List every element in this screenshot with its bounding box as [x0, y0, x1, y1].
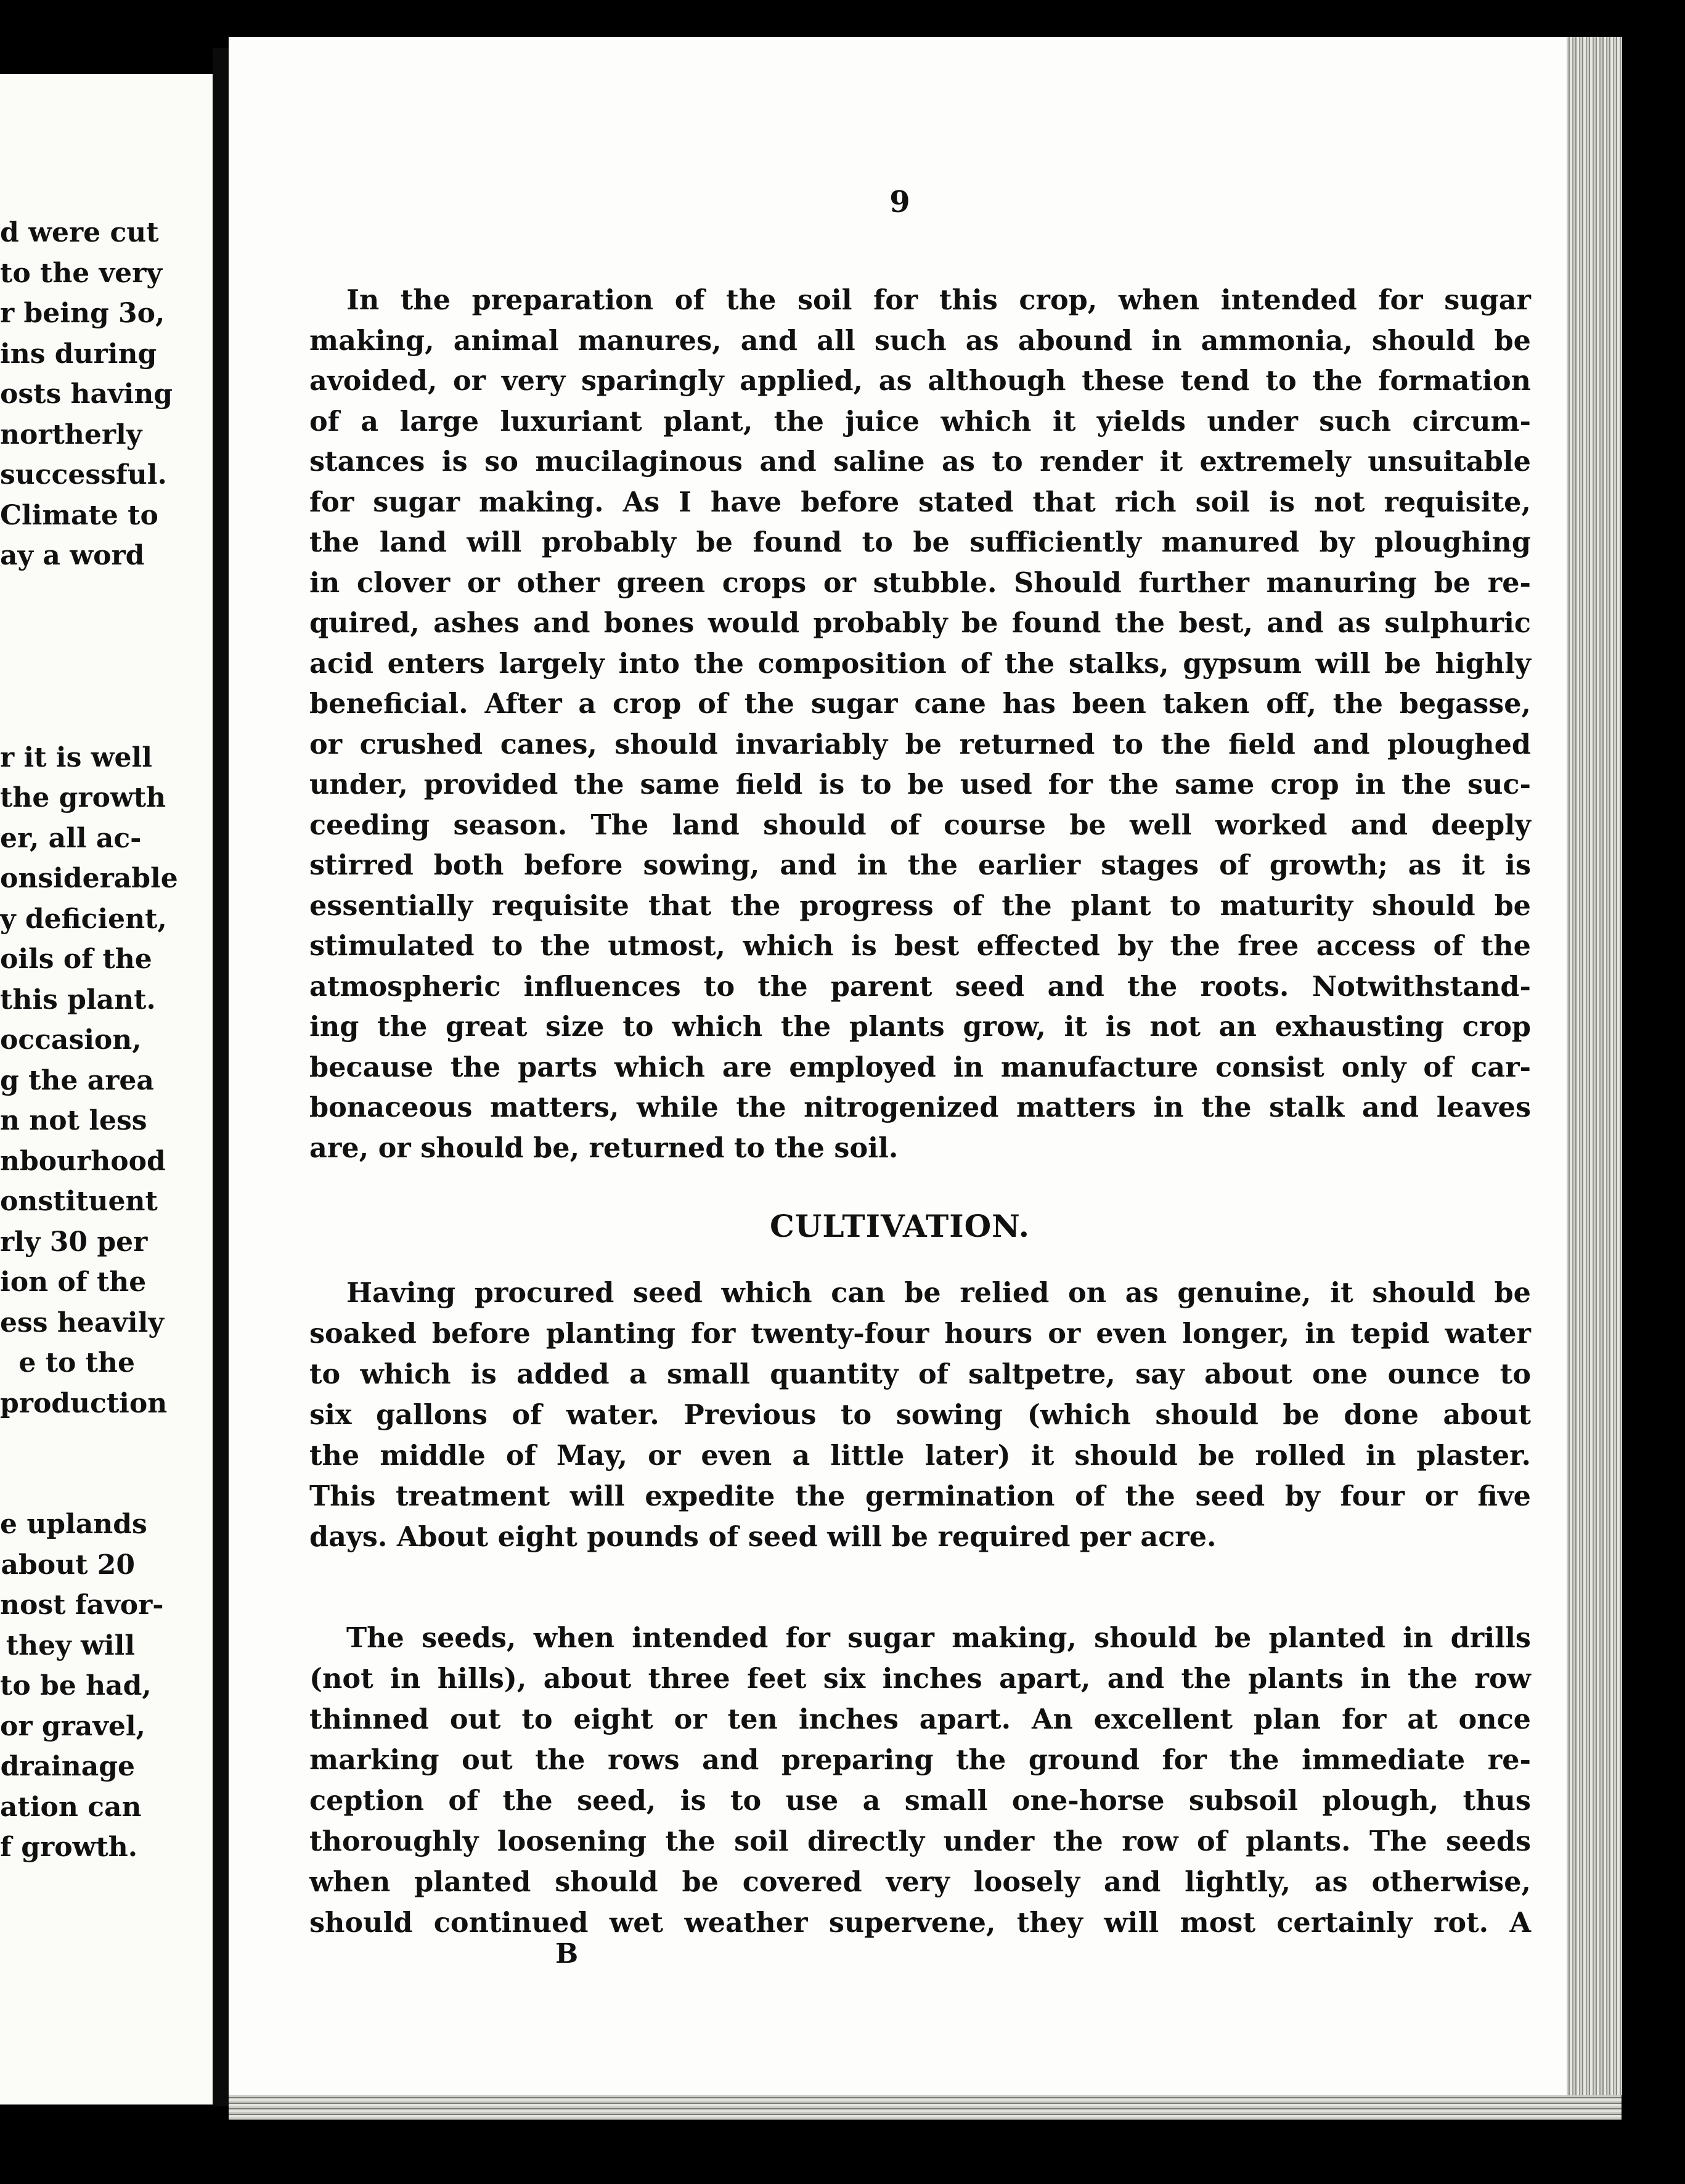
text-line: e uplands	[0, 1509, 147, 1540]
text-line	[0, 657, 213, 698]
text-line: to which is added a small quantity of saltpetre, say about one ounce to	[309, 1358, 1531, 1390]
text-line: ation can	[0, 1791, 142, 1823]
text-line: successful.	[0, 459, 167, 491]
text-line: this plant.	[0, 984, 156, 1016]
text-line: should continued wet weather supervene, they will most certainly rot. A	[309, 1907, 1531, 1939]
text-line: In the preparation of the soil for this crop, when intended for sugar	[346, 284, 1531, 316]
text-line: thinned out to eight or ten inches apart. An excellent plan for at once	[309, 1703, 1531, 1735]
scan-border-top	[0, 0, 1685, 38]
text-line: onsiderable	[0, 863, 178, 894]
text-line: acid enters largely into the composition of the stalks, gypsum will be highly	[309, 647, 1531, 680]
text-line	[0, 1464, 213, 1505]
text-line: stances is so mucilaginous and saline as to render it extremely unsuitable	[309, 446, 1531, 478]
text-line: drainage	[0, 1751, 135, 1782]
text-line: ception of the seed, is to use a small one-horse subsoil plough, thus	[309, 1785, 1531, 1817]
text-line: because the parts which are employed in manufacture consist only of car-	[309, 1051, 1531, 1083]
text-line: to the very	[0, 257, 162, 289]
left-page-text	[0, 213, 213, 1868]
page-edges-bottom	[229, 2095, 1622, 2120]
signature-mark: B	[555, 1938, 579, 1970]
text-line: ion of the	[0, 1266, 147, 1298]
text-line: ess heavily	[0, 1306, 164, 1339]
paragraph-seed-preparation	[309, 1273, 1531, 1557]
text-line: or crushed canes, should invariably be returned to the field and ploughed	[309, 728, 1531, 760]
text-line: in clover or other green crops or stubble. Should further manuring be re-	[309, 566, 1531, 599]
text-line: essentially requisite that the progress of the plant to maturity should be	[309, 889, 1531, 922]
text-line: for sugar making. As I have before stated that rich soil is not requisite,	[309, 486, 1531, 518]
text-line: about 20	[1, 1549, 135, 1581]
text-line: f growth.	[0, 1832, 138, 1863]
text-line: northerly	[0, 418, 142, 450]
text-line: ing the great size to which the plants grow, it is not an exhausting crop	[309, 1011, 1531, 1043]
text-line: Climate to	[0, 499, 158, 531]
text-line: r it is well	[0, 741, 152, 773]
text-line: This treatment will expedite the germination of the seed by four or five	[309, 1480, 1531, 1512]
text-line: marking out the rows and preparing the ground for the immediate re-	[309, 1744, 1531, 1776]
text-line: days. About eight pounds of seed will be required per acre.	[309, 1521, 1217, 1553]
text-line: the middle of May, or even a little later) it should be rolled in plaster.	[309, 1440, 1531, 1472]
text-line: d were cut	[0, 217, 159, 248]
text-line: bonaceous matters, while the nitrogenized matters in the stalk and leaves	[309, 1091, 1531, 1123]
text-line: the growth	[0, 782, 166, 813]
text-line: under, provided the same field is to be used for the same crop in the suc-	[309, 768, 1531, 801]
text-line: atmospheric influences to the parent seed and the roots. Notwithstand-	[309, 970, 1531, 1003]
text-line: oils of the	[0, 943, 152, 975]
right-page	[229, 37, 1571, 2095]
page-edges-right	[1567, 37, 1622, 2095]
text-line: osts having	[0, 378, 173, 410]
text-line: avoided, or very sparingly applied, as although these tend to the formation	[309, 365, 1531, 397]
text-line: production	[0, 1387, 168, 1419]
paragraph-planting	[309, 1618, 1531, 1943]
text-line: making, animal manures, and all such as abound in ammonia, should be	[309, 324, 1531, 357]
text-line: the land will probably be found to be sufficiently manured by ploughing	[309, 526, 1531, 558]
section-heading: CULTIVATION.	[769, 1208, 1030, 1244]
text-line: stirred both before sowing, and in the earlier stages of growth; as it is	[309, 849, 1531, 881]
text-line: when planted should be covered very loosely and lightly, as otherwise,	[309, 1866, 1531, 1898]
text-line: ceeding season. The land should of course be well worked and deeply	[309, 809, 1531, 841]
text-line	[0, 697, 213, 738]
text-line: r being 3o,	[0, 298, 165, 329]
scan-border-bottom	[0, 2120, 1685, 2184]
text-line: (not in hills), about three feet six inches apart, and the plants in the row	[309, 1663, 1531, 1695]
text-line: nbourhood	[0, 1145, 166, 1177]
text-line: stimulated to the utmost, which is best effected by the free access of the	[309, 930, 1531, 962]
text-line: The seeds, when intended for sugar making, should be planted in drills	[346, 1622, 1531, 1654]
text-line: or gravel,	[0, 1710, 145, 1742]
text-line: six gallons of water. Previous to sowing (which should be done about	[309, 1399, 1531, 1431]
text-line: nost favor-	[0, 1589, 164, 1621]
text-line: soaked before planting for twenty-four hours or even longer, in tepid water	[309, 1318, 1531, 1350]
text-line: occasion,	[0, 1024, 142, 1056]
text-line: y deficient,	[0, 903, 167, 935]
book-gutter	[213, 48, 229, 2106]
text-line: onstituent	[0, 1186, 158, 1217]
text-line: Having procured seed which can be relied on as genuine, it should be	[346, 1277, 1531, 1309]
text-line: to be had,	[0, 1670, 152, 1701]
page-number: 9	[889, 185, 910, 219]
text-line	[0, 576, 213, 617]
text-line	[0, 616, 213, 657]
text-line: rly 30 per	[0, 1226, 148, 1258]
text-line: they will	[6, 1629, 135, 1661]
text-line: ay a word	[0, 540, 145, 571]
text-line: ins during	[0, 338, 157, 370]
text-line: thoroughly loosening the soil directly under the row of plants. The seeds	[309, 1825, 1531, 1857]
text-line: of a large luxuriant plant, the juice which it yields under such circum-	[309, 405, 1531, 438]
text-line: er, all ac-	[0, 822, 142, 854]
text-line: n not less	[0, 1105, 147, 1136]
text-line: g the area	[0, 1064, 154, 1096]
text-line	[0, 1424, 213, 1464]
text-line: e to the	[18, 1347, 135, 1379]
text-line: quired, ashes and bones would probably be found the best, and as sulphuric	[309, 607, 1531, 639]
text-line: are, or should be, returned to the soil.	[309, 1131, 899, 1164]
text-line: beneficial. After a crop of the sugar cane has been taken off, the begasse,	[309, 688, 1531, 720]
left-page	[0, 74, 213, 2105]
paragraph-soil-preparation	[309, 280, 1531, 1168]
